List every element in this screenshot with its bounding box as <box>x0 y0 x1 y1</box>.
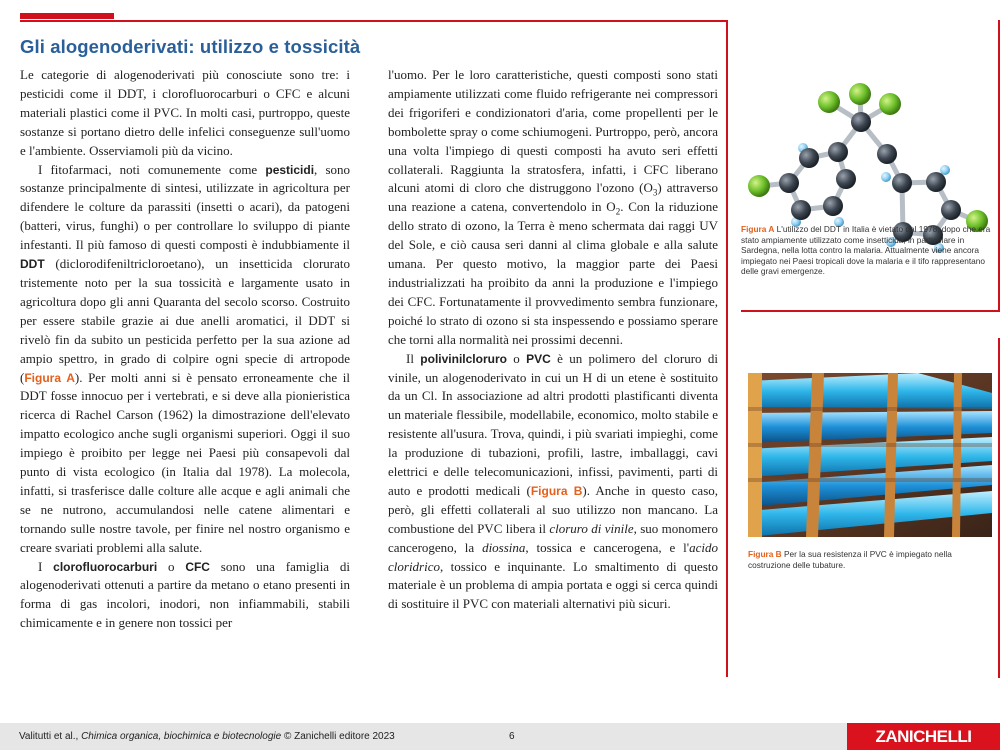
paragraph-pvc: Il polivinilcloruro o PVC è un polimero del cloruro di vinile, un alogenoderivato in cui un H di un etene è sostituito da un Cl. In associazione ad altri prodotti plastificanti diventa un materiale flessibile, modellabile, economico, molto stabile e resistente all'usura. Trova, quindi, i più svariati impieghi, come la produzione di tubazioni, profili, lastre, imballaggi, cavi elettrici e delle telecomunicazioni, infissi, pavimenti, parti di auto e prodotti medicali (Figura B). Anche in questo caso, però, gli effetti collaterali al suo utilizzo non mancano. La combustione del PVC libera il cloruro di vinile, suo monomero cancerogeno, la diossina, tossica e cancerogena, e l'acido cloridrico, tossico e inquinante. Lo smaltimento di questo materiale è un problema di ampia portata e oggi si cerca quindi di sostituire il PVC con materiali alternativi più sicuri. <box>388 350 718 612</box>
figure-a-reference[interactable]: Figura A <box>24 370 75 385</box>
header-rule <box>20 20 727 22</box>
term-clorofluorocarburi: clorofluorocarburi <box>53 559 158 574</box>
column-divider-rule <box>726 20 728 677</box>
section-title: Gli alogenoderivati: utilizzo e tossicità <box>20 36 361 57</box>
figure-b-caption: Figura B Per la sua resistenza il PVC è impiegato nella costruzione delle tubature. <box>748 549 952 570</box>
figure-a-bottom-rule <box>741 310 1000 312</box>
pvc-pipes-photo <box>748 373 992 537</box>
figure-a-caption: Figura A L'utilizzo del DDT in Italia è vietato dal 1978, dopo che era stato ampiamente utilizzato come insetticida, in particolare in Sardegna, nella lotta contro la malaria. Attualmente viene ancora impiegato nei Paesi tropicali dove la malaria e il tifo rappresentano delle gravi emergenze. <box>741 224 991 277</box>
paragraph-cfc: I clorofluorocarburi o CFC sono una famiglia di alogenoderivati ottenuti a partire da metano o etano presenti in forma di gas incolori, inodori, non infiammabili, stabili chimicamente e in genere non tossici per <box>20 558 351 631</box>
text-column-right <box>388 66 718 614</box>
paragraph-cfc-continued: l'uomo. Per le loro caratteristiche, questi composti sono stati ampiamente utilizzati come fluido refrigerante nei compressori dei frigoriferi e condizionatori d'aria, come propellenti per le bombolette spray o come schiumogeni. Purtroppo, però, ancora una volta l'impiego di questi composti ha avuto seri effetti collaterali. Raggiunta la stratosfera, infatti, i CFC liberano alcuni atomi di cloro che distruggono l'ozono $(O_3)$ attraverso una reazione a catena, convertendolo in $O_2$. Con la riduzione dello strato di ozono, la Terra è meno schermata dai raggi UV del Sole, e ciò causa seri danni al clima globale e alla salute umana. Per questo motivo, la maggior parte dei Paesi industrializzati ha proibito da anni la produzione e l'impiego dei CFC. Fortunatamente il provvedimento sembra funzionare, poiché lo strato di ozono si sta inspessendo e possiamo sperare che torni alla normalità nei prossimi decenni. <box>388 67 718 347</box>
header-accent-bar <box>20 13 114 19</box>
page-number: 6 <box>509 731 515 742</box>
term-pesticidi: pesticidi <box>265 162 315 177</box>
footer-citation: Valitutti et al., Chimica organica, biochimica e biotecnologie © Zanichelli editore 2023 <box>19 731 395 742</box>
term-polivinilcloruro: polivinilcloruro <box>420 351 507 366</box>
term-pvc: PVC <box>526 351 551 366</box>
figure-b-reference[interactable]: Figura B <box>530 483 583 498</box>
paragraph-pesticides: I fitofarmaci, noti comunemente come pesticidi, sono sostanze principalmente di sintesi, utilizzate in agricoltura per difendere le colture da parassiti (insetti o acari), da patogeni (batteri, virus, funghi) o per controllare lo sviluppo di piante infestanti. Il più famoso di questi composti è indubbiamente il DDT (diclorodifeniltricloroetano), un insetticida clorurato tristemente noto per la sua tossicità e largamente usato in agricoltura dopo gli anni Quaranta del secolo scorso. Costruito per essere stabile grazie ai due anelli aromatici, il DDT si rivelò fin da subito un pesticida perfetto per la sua azione ad ampio spettro, in grado di colpire ogni specie di artropode (Figura A). Per molti anni si è pensato erroneamente che il DDT fosse innocuo per i vertebrati, e si deve alla pionieristica ricerca di Rachel Carson (1962) la dimostrazione dell'elevato impatto ecologico anche sugli organismi superiori. Oggi il suo impiego è proibito per legge nei Paesi più consapevoli dal punto di vista ecologico (in Italia dal 1978). La molecola, infatti, si trasferisce dalle colture alle acque e agli animali che se ne nutrono, accumulandosi nelle catene alimentari e tornando sulle nostre tavole, per finire nel nostro organismo e creare svariati problemi alla salute. <box>20 161 351 555</box>
term-cfc: CFC <box>185 559 210 574</box>
paragraph-intro: Le categorie di alogenoderivati più conosciute sono tre: i pesticidi come il DDT, i clorofluorocarburi o CFC e alcuni materiali plastici come il PVC. In molti casi, purtroppo, queste sostanze si portano dietro delle infelici conseguenze sull'uomo e l'ambiente. Osserviamoli più da vicino. <box>20 67 350 158</box>
figure-a-label: Figura A <box>741 224 775 234</box>
zanichelli-logo: ZANICHELLI <box>847 723 1000 750</box>
text-column-left <box>20 66 350 633</box>
figure-b-label: Figura B <box>748 549 782 559</box>
term-ddt: DDT <box>20 257 45 272</box>
